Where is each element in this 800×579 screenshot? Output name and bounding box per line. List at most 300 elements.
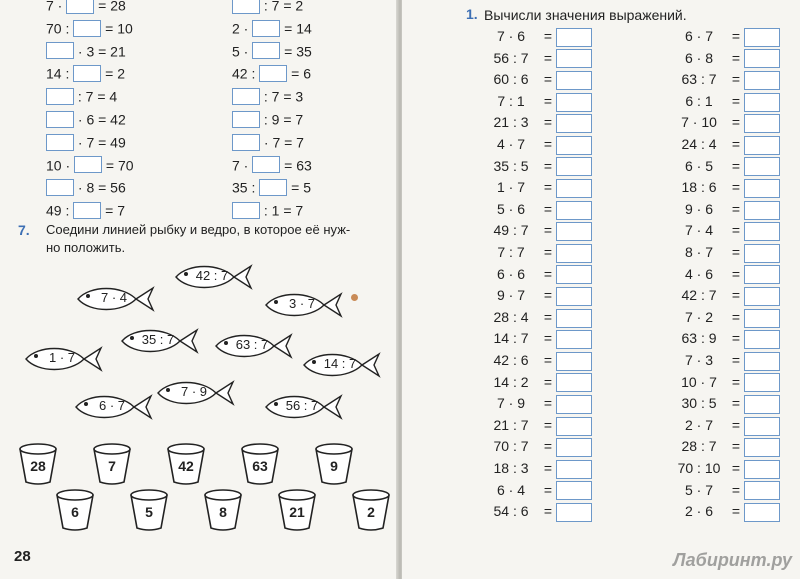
calc-col2-row [670, 480, 780, 500]
answer-box[interactable] [744, 244, 780, 263]
missing-number-box[interactable] [73, 20, 101, 37]
expression: 24 : 4 [681, 136, 717, 152]
equation-text: · 7 = 49 [74, 134, 126, 151]
missing-number-box[interactable] [46, 111, 74, 128]
calc-col1-row [482, 372, 592, 392]
expression: 70 : 10 [677, 460, 721, 476]
answer-box[interactable] [556, 460, 592, 479]
calc-col2-row [670, 69, 780, 89]
calc-col1-row [482, 48, 592, 68]
answer-box[interactable] [744, 179, 780, 198]
equals-sign: = [731, 308, 741, 325]
calc-col1-row [482, 415, 592, 435]
equals-sign: = [731, 438, 741, 455]
answer-box[interactable] [744, 395, 780, 414]
fish[interactable] [212, 331, 294, 361]
bucket-number: 9 [330, 458, 338, 474]
expression: 9 · 7 [496, 287, 525, 304]
equation-text: = 6 [287, 65, 311, 82]
answer-box[interactable] [744, 114, 780, 133]
bucket[interactable] [277, 488, 317, 532]
answer-box[interactable] [744, 373, 780, 392]
bucket-number: 63 [252, 458, 268, 474]
missing-number-box[interactable] [46, 88, 74, 105]
calc-col2-row [670, 48, 780, 68]
equation-text: = 2 [101, 65, 125, 82]
equals-sign: = [543, 481, 553, 498]
expression: 7 · 6 [496, 28, 525, 44]
fish-expression: 1 · 7 [48, 350, 75, 365]
bucket[interactable] [351, 488, 391, 532]
answer-box[interactable] [744, 157, 780, 176]
answer-box[interactable] [556, 287, 592, 306]
equals-sign: = [543, 179, 553, 196]
answer-box[interactable] [556, 417, 592, 436]
answer-box[interactable] [744, 352, 780, 371]
calc-col1-row [482, 436, 592, 456]
left-page [0, 0, 398, 579]
equation-text: = 10 [101, 20, 133, 37]
answer-box[interactable] [744, 287, 780, 306]
expression: 6 · 5 [684, 157, 713, 174]
expression: 10 · 7 [681, 373, 717, 390]
missing-number-box[interactable] [232, 0, 260, 14]
calc-col2-row [670, 350, 780, 370]
left-col2-row [232, 154, 312, 174]
missing-number-box[interactable] [252, 20, 280, 37]
missing-number-box[interactable] [259, 65, 287, 82]
calc-col1-row [482, 26, 592, 46]
bucket[interactable] [240, 442, 280, 486]
bucket-number: 21 [289, 504, 305, 520]
calc-col2-row [670, 112, 780, 132]
left-col2-row [232, 40, 312, 60]
calc-col1-row [482, 156, 592, 176]
calc-col1-row [482, 242, 592, 262]
answer-box[interactable] [744, 330, 780, 349]
equals-sign: = [731, 481, 741, 498]
bucket[interactable] [166, 442, 206, 486]
calc-col1-row [482, 264, 592, 284]
missing-number-box[interactable] [259, 179, 287, 196]
bucket-number: 5 [145, 504, 153, 520]
equals-sign: = [731, 503, 741, 520]
calc-col2-row [670, 415, 780, 435]
equals-sign: = [731, 49, 741, 66]
equation-text: 7 · [232, 156, 253, 173]
left-col2-row [232, 131, 304, 151]
missing-number-box[interactable] [73, 202, 101, 219]
answer-box[interactable] [744, 93, 780, 112]
missing-number-box[interactable] [232, 111, 260, 128]
calc-col2-row [670, 220, 780, 240]
equals-sign: = [543, 222, 553, 239]
expression: 18 : 3 [493, 460, 529, 476]
missing-number-box[interactable] [252, 42, 280, 59]
equation-text: · 3 = 21 [74, 42, 126, 59]
answer-box[interactable] [556, 352, 592, 371]
expression: 7 · 2 [684, 308, 713, 325]
answer-box[interactable] [556, 179, 592, 198]
expression: 7 : 1 [497, 92, 525, 109]
answer-box[interactable] [556, 157, 592, 176]
calc-col2-row [670, 91, 780, 111]
calc-col1-row [482, 112, 592, 132]
exercise-7-text [46, 221, 350, 257]
calc-col2-row [670, 458, 780, 478]
fish-expression: 6 · 7 [98, 398, 125, 413]
equals-sign: = [543, 373, 553, 390]
bucket[interactable] [203, 488, 243, 532]
expression: 21 : 7 [493, 416, 529, 433]
expression: 2 · 6 [684, 503, 713, 520]
expression: 8 · 7 [684, 244, 713, 260]
answer-box[interactable] [744, 265, 780, 284]
bucket[interactable] [55, 488, 95, 532]
expression: 60 : 6 [493, 71, 529, 88]
expression: 7 : 7 [497, 244, 525, 260]
expression: 6 · 4 [496, 481, 525, 498]
calc-col1-row [482, 69, 592, 89]
missing-number-box[interactable] [46, 179, 74, 196]
calc-col2-row [670, 436, 780, 456]
equals-sign: = [543, 244, 553, 260]
equals-sign: = [543, 28, 553, 44]
equation-text: 7 · [46, 0, 67, 14]
page-number: 28 [14, 548, 31, 565]
fish[interactable] [74, 284, 156, 314]
fish[interactable] [262, 290, 344, 320]
missing-number-box[interactable] [73, 65, 101, 82]
left-col1-row [46, 85, 117, 105]
expression: 63 : 7 [681, 71, 717, 88]
calc-col1-row [482, 285, 592, 305]
calc-col2-row [670, 242, 780, 262]
equals-sign: = [731, 460, 741, 476]
expression: 6 · 8 [684, 49, 713, 66]
equals-sign: = [543, 287, 553, 304]
equals-sign: = [731, 222, 741, 239]
left-col1-row [46, 176, 126, 196]
answer-box[interactable] [744, 28, 780, 47]
expression: 18 : 6 [681, 179, 717, 196]
equals-sign: = [543, 265, 553, 282]
fish-expression: 14 : 7 [323, 356, 357, 371]
equation-text: 5 · [232, 42, 253, 59]
equation-text: · 6 = 42 [74, 111, 126, 128]
exercise-1-number: 1. [466, 6, 478, 22]
equals-sign: = [731, 157, 741, 174]
expression: 63 : 9 [681, 330, 717, 347]
equals-sign: = [731, 416, 741, 433]
fish-expression: 3 · 7 [288, 296, 315, 311]
fish[interactable] [154, 378, 236, 408]
calc-col2-row [670, 264, 780, 284]
fish[interactable] [118, 326, 200, 356]
left-col1-row [46, 40, 126, 60]
calc-col2-row [670, 372, 780, 392]
bucket-number: 7 [108, 458, 116, 474]
left-col2-row [232, 62, 311, 82]
missing-number-box[interactable] [46, 134, 74, 151]
expression: 28 : 7 [681, 438, 717, 455]
calc-col1-row [482, 134, 592, 154]
left-col2-row [232, 199, 303, 219]
answer-box[interactable] [556, 93, 592, 112]
equation-text: = 35 [280, 42, 312, 59]
calc-col1-row [482, 220, 592, 240]
equals-sign: = [543, 308, 553, 325]
equals-sign: = [731, 179, 741, 196]
calc-col2-row [670, 307, 780, 327]
equation-text: : 7 = 3 [260, 88, 304, 105]
expression: 14 : 7 [493, 330, 529, 347]
exercise-7-text-line2: но положить. [46, 240, 126, 255]
calc-col1-row [482, 177, 592, 197]
equals-sign: = [731, 200, 741, 217]
expression: 6 : 1 [685, 92, 713, 109]
answer-box[interactable] [556, 265, 592, 284]
right-page [402, 0, 800, 579]
equation-text: = 70 [102, 156, 134, 173]
expression: 4 · 6 [684, 265, 713, 282]
expression: 49 : 7 [493, 222, 529, 239]
bucket-number: 8 [219, 504, 227, 520]
answer-box[interactable] [556, 136, 592, 155]
fish-expression: 35 : 7 [141, 332, 175, 347]
fish[interactable] [72, 392, 154, 422]
expression: 9 · 6 [684, 200, 713, 217]
bucket[interactable] [129, 488, 169, 532]
fish-expression: 7 · 4 [100, 290, 127, 305]
equals-sign: = [731, 71, 741, 88]
answer-box[interactable] [744, 71, 780, 90]
equals-sign: = [543, 200, 553, 217]
equals-sign: = [731, 395, 741, 412]
left-col2-row [232, 0, 303, 14]
answer-box[interactable] [556, 28, 592, 47]
answer-box[interactable] [744, 481, 780, 500]
fish[interactable] [22, 344, 104, 374]
equals-sign: = [543, 92, 553, 109]
fish-expression: 63 : 7 [235, 337, 269, 352]
answer-box[interactable] [556, 222, 592, 241]
calc-col1-row [482, 91, 592, 111]
left-col1-row [46, 0, 126, 14]
expression: 28 : 4 [493, 308, 529, 325]
exercise-7-text-line1: Соедини линией рыбку и ведро, в которое её нуж- [46, 222, 351, 237]
answer-box[interactable] [556, 503, 592, 522]
equals-sign: = [543, 352, 553, 368]
equals-sign: = [731, 114, 741, 131]
left-col1-row [46, 154, 134, 174]
answer-box[interactable] [744, 49, 780, 68]
equals-sign: = [731, 373, 741, 390]
expression: 21 : 3 [493, 114, 529, 131]
answer-box[interactable] [556, 49, 592, 68]
equals-sign: = [543, 136, 553, 152]
answer-box[interactable] [556, 395, 592, 414]
fish[interactable] [300, 350, 382, 380]
expression: 7 · 10 [681, 114, 717, 131]
calc-col2-row [670, 134, 780, 154]
ink-stain [351, 294, 358, 301]
fish[interactable] [262, 392, 344, 422]
expression: 5 · 7 [684, 481, 713, 498]
equals-sign: = [543, 71, 553, 88]
missing-number-box[interactable] [46, 42, 74, 59]
missing-number-box[interactable] [232, 202, 260, 219]
calc-col1-row [482, 328, 592, 348]
calc-col2-row [670, 285, 780, 305]
bucket-number: 6 [71, 504, 79, 520]
answer-box[interactable] [744, 417, 780, 436]
expression: 2 · 7 [684, 416, 713, 433]
calc-col2-row [670, 328, 780, 348]
equation-text: 14 : [46, 65, 74, 82]
expression: 35 : 5 [493, 157, 529, 174]
equation-text: 49 : [46, 202, 74, 219]
expression: 54 : 6 [493, 503, 529, 520]
calc-col1-row [482, 501, 592, 521]
expression: 42 : 7 [681, 287, 717, 304]
calc-col1-row [482, 307, 592, 327]
calc-col2-row [670, 393, 780, 413]
expression: 7 · 3 [684, 352, 713, 368]
equals-sign: = [731, 287, 741, 304]
answer-box[interactable] [744, 460, 780, 479]
equals-sign: = [731, 330, 741, 347]
calc-col1-row [482, 199, 592, 219]
equals-sign: = [731, 136, 741, 152]
fish-expression: 42 : 7 [195, 268, 229, 283]
missing-number-box[interactable] [66, 0, 94, 14]
expression: 42 : 6 [493, 352, 529, 368]
expression: 6 · 7 [684, 28, 713, 44]
equation-text: 10 · [46, 156, 75, 173]
calc-col1-row [482, 480, 592, 500]
expression: 56 : 7 [493, 49, 529, 66]
bucket-number: 42 [178, 458, 194, 474]
answer-box[interactable] [556, 201, 592, 220]
expression: 70 : 7 [493, 438, 529, 455]
left-col2-row [232, 108, 303, 128]
expression: 1 · 7 [496, 179, 525, 196]
answer-box[interactable] [744, 438, 780, 457]
answer-box[interactable] [556, 330, 592, 349]
exercise-1-title: Вычисли значения выражений. [484, 7, 687, 23]
equation-text: 35 : [232, 179, 260, 196]
expression: 6 · 6 [496, 265, 525, 282]
calc-col2-row [670, 501, 780, 521]
expression: 7 · 4 [684, 222, 713, 239]
equation-text: = 14 [280, 20, 312, 37]
expression: 7 · 9 [496, 395, 525, 412]
left-col1-row [46, 199, 125, 219]
equals-sign: = [543, 157, 553, 174]
left-col2-row [232, 176, 311, 196]
expression: 14 : 2 [493, 373, 529, 390]
equation-text: : 7 = 2 [260, 0, 304, 14]
bucket[interactable] [18, 442, 58, 486]
expression: 5 · 6 [496, 200, 525, 217]
expression: 30 : 5 [681, 395, 717, 412]
answer-box[interactable] [556, 244, 592, 263]
fish-expression: 56 : 7 [285, 398, 319, 413]
left-col2-row [232, 85, 303, 105]
equation-text: 2 · [232, 20, 253, 37]
answer-box[interactable] [744, 309, 780, 328]
equation-text: 70 : [46, 20, 74, 37]
equals-sign: = [731, 265, 741, 282]
calc-col1-row [482, 458, 592, 478]
answer-box[interactable] [744, 222, 780, 241]
equation-text: · 7 = 7 [260, 134, 304, 151]
calc-col1-row [482, 393, 592, 413]
missing-number-box[interactable] [232, 88, 260, 105]
equals-sign: = [731, 28, 741, 44]
fish-expression: 7 · 9 [180, 384, 207, 399]
bucket-number: 2 [367, 504, 375, 520]
calc-col2-row [670, 26, 780, 46]
watermark-logo: Лабиринт.ру [673, 550, 792, 570]
missing-number-box[interactable] [74, 156, 102, 173]
equation-text: · 8 = 56 [74, 179, 126, 196]
equation-text: : 9 = 7 [260, 111, 304, 128]
bucket-number: 28 [30, 458, 46, 474]
bucket[interactable] [314, 442, 354, 486]
answer-box[interactable] [556, 481, 592, 500]
left-col1-row [46, 17, 133, 37]
equals-sign: = [543, 460, 553, 476]
answer-box[interactable] [556, 71, 592, 90]
answer-box[interactable] [744, 136, 780, 155]
calc-col2-row [670, 199, 780, 219]
expression: 4 · 7 [496, 136, 525, 152]
answer-box[interactable] [556, 438, 592, 457]
calc-col1-row [482, 350, 592, 370]
equation-text: = 7 [101, 202, 125, 219]
equals-sign: = [543, 330, 553, 347]
equals-sign: = [543, 114, 553, 131]
left-col1-row [46, 131, 126, 151]
answer-box[interactable] [744, 503, 780, 522]
equals-sign: = [543, 416, 553, 433]
left-col1-row [46, 108, 126, 128]
answer-box[interactable] [744, 201, 780, 220]
left-col2-row [232, 17, 312, 37]
equals-sign: = [731, 92, 741, 109]
equation-text: = 5 [287, 179, 311, 196]
equation-text: = 28 [94, 0, 126, 14]
bucket[interactable] [92, 442, 132, 486]
equals-sign: = [543, 395, 553, 412]
missing-number-box[interactable] [252, 156, 280, 173]
equals-sign: = [543, 503, 553, 520]
equals-sign: = [543, 49, 553, 66]
equals-sign: = [543, 438, 553, 455]
answer-box[interactable] [556, 373, 592, 392]
equation-text: 42 : [232, 65, 260, 82]
equation-text: : 1 = 7 [260, 202, 304, 219]
exercise-7-number: 7. [18, 222, 30, 238]
fish[interactable] [172, 262, 254, 292]
missing-number-box[interactable] [232, 134, 260, 151]
answer-box[interactable] [556, 309, 592, 328]
answer-box[interactable] [556, 114, 592, 133]
calc-col2-row [670, 156, 780, 176]
equals-sign: = [731, 352, 741, 368]
